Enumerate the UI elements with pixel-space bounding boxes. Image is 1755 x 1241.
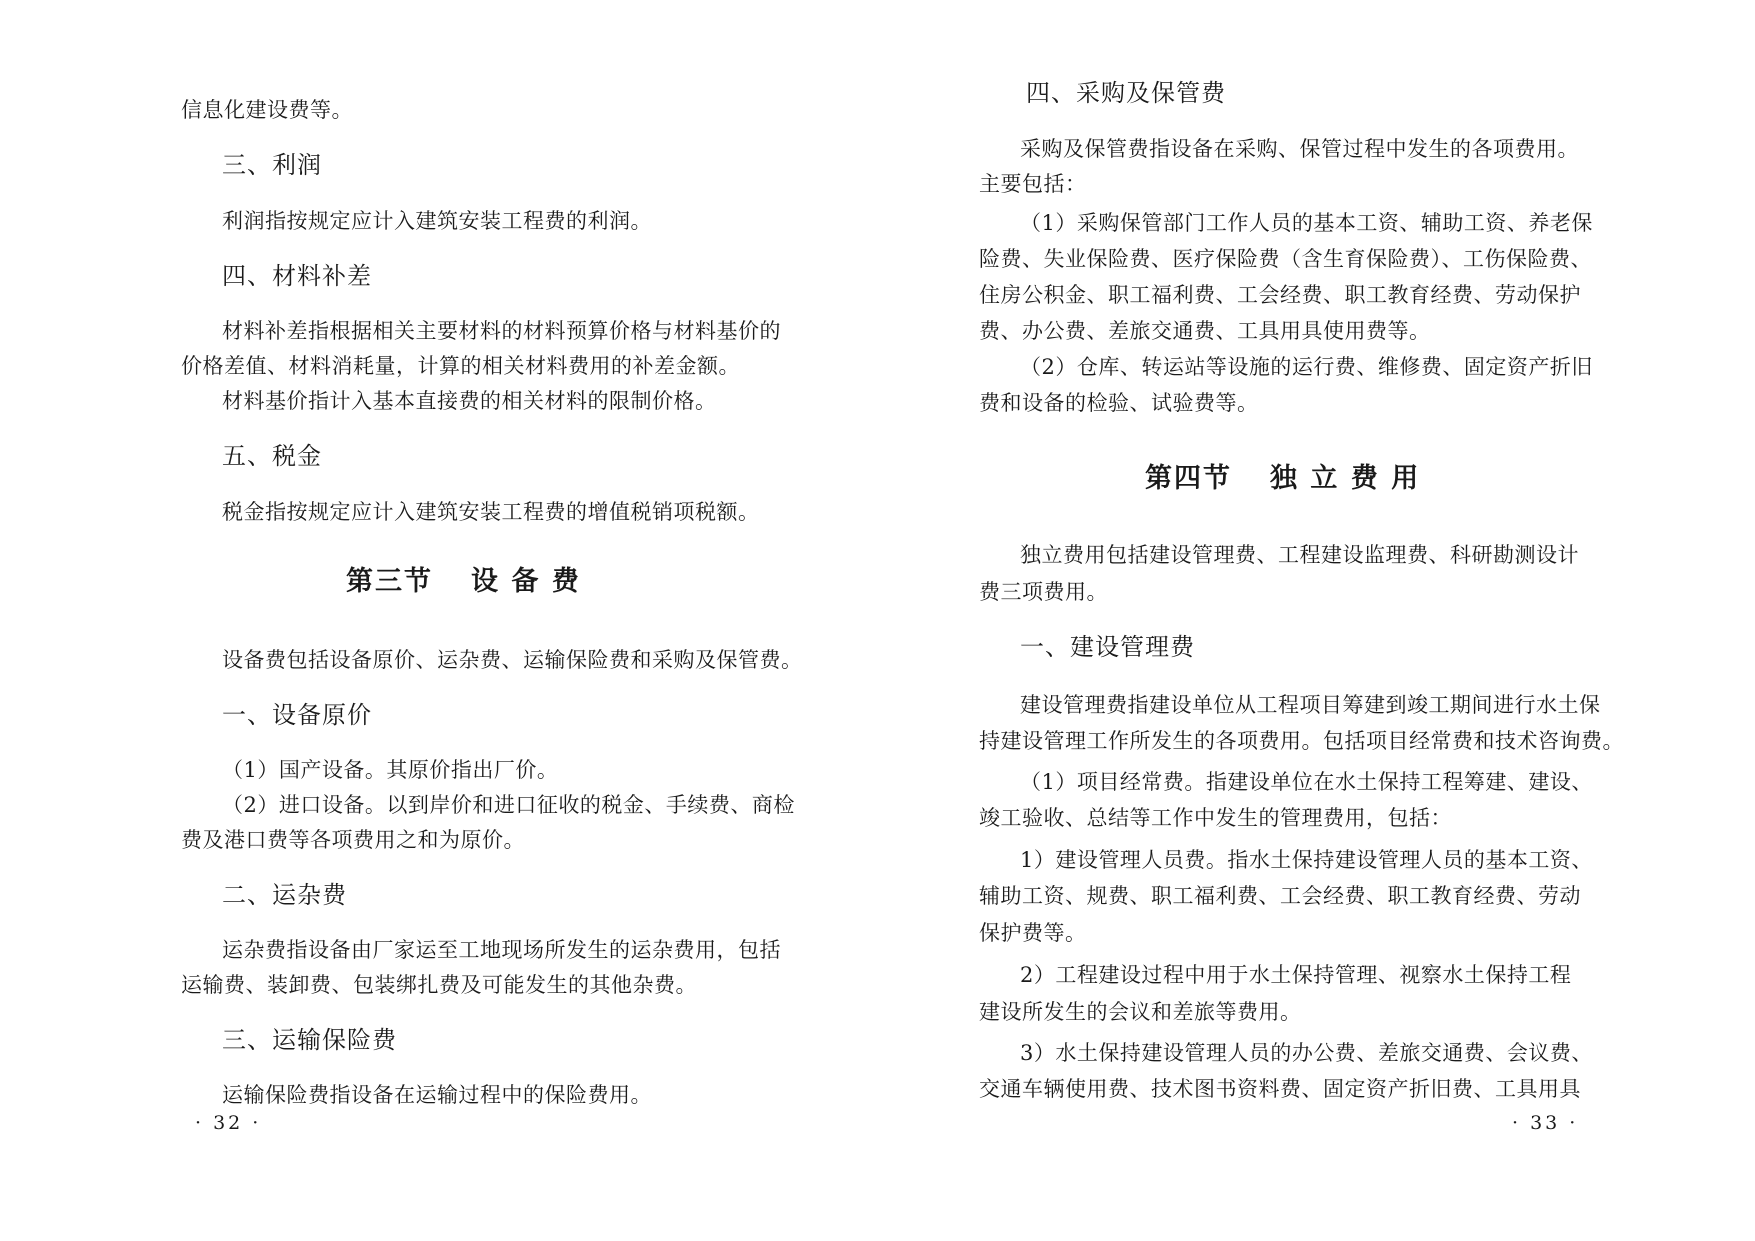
subheading-transport-misc: 二、运杂费 xyxy=(222,881,347,909)
text-line: （1）采购保管部门工作人员的基本工资、辅助工资、养老保 xyxy=(1020,211,1593,235)
text-line: 运输保险费指设备在运输过程中的保险费用。 xyxy=(222,1083,652,1107)
text-line: 3）水土保持建设管理人员的办公费、差旅交通费、会议费、 xyxy=(1020,1041,1593,1065)
text-line: 费和设备的检验、试验费等。 xyxy=(979,391,1259,415)
left-page xyxy=(0,0,877,1241)
text-line: 2）工程建设过程中用于水土保持管理、视察水土保持工程 xyxy=(1020,963,1572,987)
subheading-construction-management: 一、建设管理费 xyxy=(1020,633,1195,661)
text-line: 住房公积金、职工福利费、工会经费、职工教育经费、劳动保护 xyxy=(979,283,1581,307)
text-line: 利润指按规定应计入建筑安装工程费的利润。 xyxy=(222,209,652,233)
text-line: 1）建设管理人员费。指水土保持建设管理人员的基本工资、 xyxy=(1020,848,1593,872)
section-heading-equipment xyxy=(346,567,581,597)
section-number: 第四节 xyxy=(1145,463,1232,494)
text-line: 持建设管理工作所发生的各项费用。包括项目经常费和技术咨询费。 xyxy=(979,729,1624,753)
text-line: 竣工验收、总结等工作中发生的管理费用，包括： xyxy=(979,806,1452,830)
text-line: 采购及保管费指设备在采购、保管过程中发生的各项费用。 xyxy=(1020,137,1579,161)
text-line: 运输费、装卸费、包装绑扎费及可能发生的其他杂费。 xyxy=(181,973,697,997)
subheading-equipment-price: 一、设备原价 xyxy=(222,701,372,729)
text-line: （1）国产设备。其原价指出厂价。 xyxy=(222,758,559,782)
text-line: 费三项费用。 xyxy=(979,580,1108,604)
subheading-material-difference: 四、材料补差 xyxy=(222,262,372,290)
text-line: 材料补差指根据相关主要材料的材料预算价格与材料基价的 xyxy=(222,319,781,343)
text-line: 主要包括： xyxy=(979,172,1087,196)
text-line: 设备费包括设备原价、运杂费、运输保险费和采购及保管费。 xyxy=(222,648,803,672)
subheading-procurement: 四、采购及保管费 xyxy=(1026,79,1226,107)
text-line: 独立费用包括建设管理费、工程建设监理费、科研勘测设计 xyxy=(1020,543,1579,567)
text-line: 运杂费指设备由厂家运至工地现场所发生的运杂费用，包括 xyxy=(222,938,781,962)
section-title: 设 备 费 xyxy=(471,566,581,597)
text-line: 辅助工资、规费、职工福利费、工会经费、职工教育经费、劳动 xyxy=(979,884,1581,908)
text-line: 建设所发生的会议和差旅等费用。 xyxy=(979,1000,1302,1024)
text-line: （1）项目经常费。指建设单位在水土保持工程筹建、建设、 xyxy=(1020,770,1593,794)
subheading-transport-insurance: 三、运输保险费 xyxy=(222,1026,397,1054)
text-line: （2）进口设备。以到岸价和进口征收的税金、手续费、商检 xyxy=(222,793,795,817)
subheading-tax: 五、税金 xyxy=(222,442,322,470)
section-heading-independent-costs xyxy=(1145,464,1420,494)
subheading-profit: 三、利润 xyxy=(222,151,322,179)
text-line: 交通车辆使用费、技术图书资料费、固定资产折旧费、工具用具 xyxy=(979,1077,1581,1101)
text-line: 信息化建设费等。 xyxy=(181,98,353,122)
section-number: 第三节 xyxy=(346,566,433,597)
text-line: 费及港口费等各项费用之和为原价。 xyxy=(181,828,525,852)
section-title: 独 立 费 用 xyxy=(1270,463,1421,494)
text-line: 材料基价指计入基本直接费的相关材料的限制价格。 xyxy=(222,389,717,413)
right-page xyxy=(877,0,1755,1241)
text-line: 价格差值、材料消耗量，计算的相关材料费用的补差金额。 xyxy=(181,354,740,378)
page-number: · 32 · xyxy=(195,1112,262,1134)
text-line: 保护费等。 xyxy=(979,921,1087,945)
text-line: 建设管理费指建设单位从工程项目筹建到竣工期间进行水土保 xyxy=(1020,693,1601,717)
page-number: · 33 · xyxy=(1512,1112,1579,1134)
text-line: 税金指按规定应计入建筑安装工程费的增值税销项税额。 xyxy=(222,500,760,524)
text-line: （2）仓库、转运站等设施的运行费、维修费、固定资产折旧 xyxy=(1020,355,1593,379)
text-line: 险费、失业保险费、医疗保险费（含生育保险费）、工伤保险费、 xyxy=(979,247,1592,271)
text-line: 费、办公费、差旅交通费、工具用具使用费等。 xyxy=(979,319,1431,343)
